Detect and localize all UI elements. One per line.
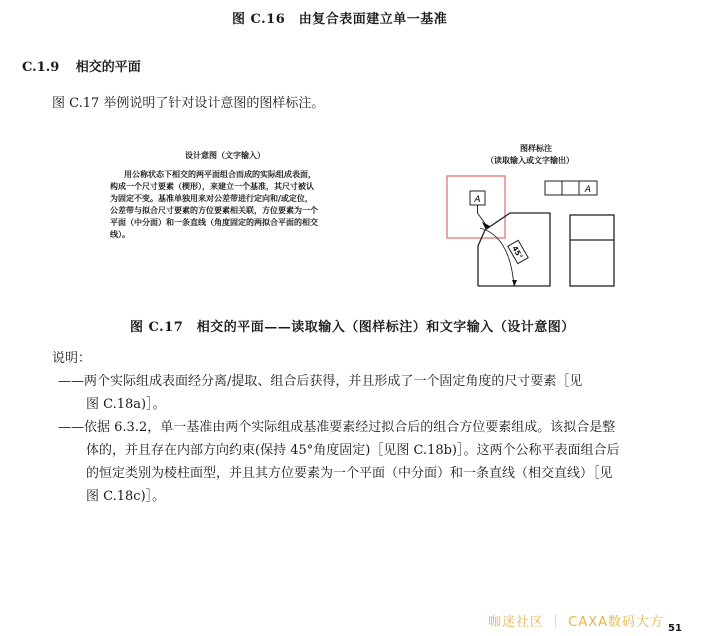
- note-line: 的恒定类别为棱柱面型，并且其方位要素为一个平面（中分面）和一条直线（相交直线）［见: [86, 466, 613, 481]
- design-intent-line: 平面（中分面）和一条直线（角度固定的两拟合平面的相交: [110, 217, 318, 227]
- notes-heading: 说明：: [52, 351, 92, 366]
- drawing-figure: [440, 168, 630, 293]
- angle-arc: [480, 228, 514, 286]
- design-intent-line: 公差带与拟合尺寸要素的方位要素相关联，方位要素为一个: [110, 205, 318, 215]
- section-heading: [22, 56, 141, 75]
- highlight-frame: [447, 176, 505, 238]
- watermark-text: 咖迷社区 ｜ CAXA数码大方: [488, 615, 665, 630]
- note-line: ——依据 6.3.2，单一基准由两个实际组成基准要素经过拟合后的组合方位要素组成。该拟合是整: [58, 420, 616, 435]
- note-item: [58, 370, 708, 416]
- design-intent-line: 为固定不变。基准单独用来对公差带进行定向和/或定位，: [110, 193, 313, 203]
- design-intent-title: 设计意图（文字输入）: [185, 150, 265, 160]
- note-item: [58, 416, 708, 508]
- note-line: 图 C.18a)］。: [86, 397, 166, 412]
- note-line: 体的，并且存在内部方向约束(保持 45°角度固定)［见图 C.18b)］。这两个公称平表面组合后: [86, 443, 620, 458]
- page-number: 51: [668, 623, 682, 634]
- design-intent-line: 用公称状态下相交的两平面组合而成的实际组成表面，: [124, 169, 316, 179]
- datum-letter: A: [474, 195, 481, 205]
- design-intent-text: [110, 168, 400, 240]
- design-intent-line: 线）。: [110, 229, 130, 239]
- drawing-subtitle: （读取输入或文字输出）: [486, 155, 574, 165]
- fcf-datum-letter: A: [584, 185, 592, 195]
- angle-value: 45°: [510, 244, 524, 261]
- section-title: 相交的平面: [75, 60, 141, 75]
- side-view: [570, 215, 614, 286]
- section-number: C.1.9: [22, 60, 60, 75]
- design-intent-line: 构成一个尺寸要素（楔形），来建立一个基准，其尺寸被认: [110, 181, 314, 191]
- fig17-caption: 图 C.17 相交的平面——读取输入（图样标注）和文字输入（设计意图）: [130, 320, 575, 335]
- note-line: 图 C.18c)］。: [86, 489, 166, 504]
- intro-paragraph: 图 C.17 举例说明了针对设计意图的图样标注。: [52, 96, 325, 111]
- notes-list: [58, 370, 708, 508]
- note-line: ——两个实际组成表面经分离/提取、组合后获得，并且形成了一个固定角度的尺寸要素［见: [58, 374, 583, 389]
- drawing-title: 图样标注: [520, 143, 552, 153]
- fig16-caption: 图 C.16 由复合表面建立单一基准: [232, 12, 448, 27]
